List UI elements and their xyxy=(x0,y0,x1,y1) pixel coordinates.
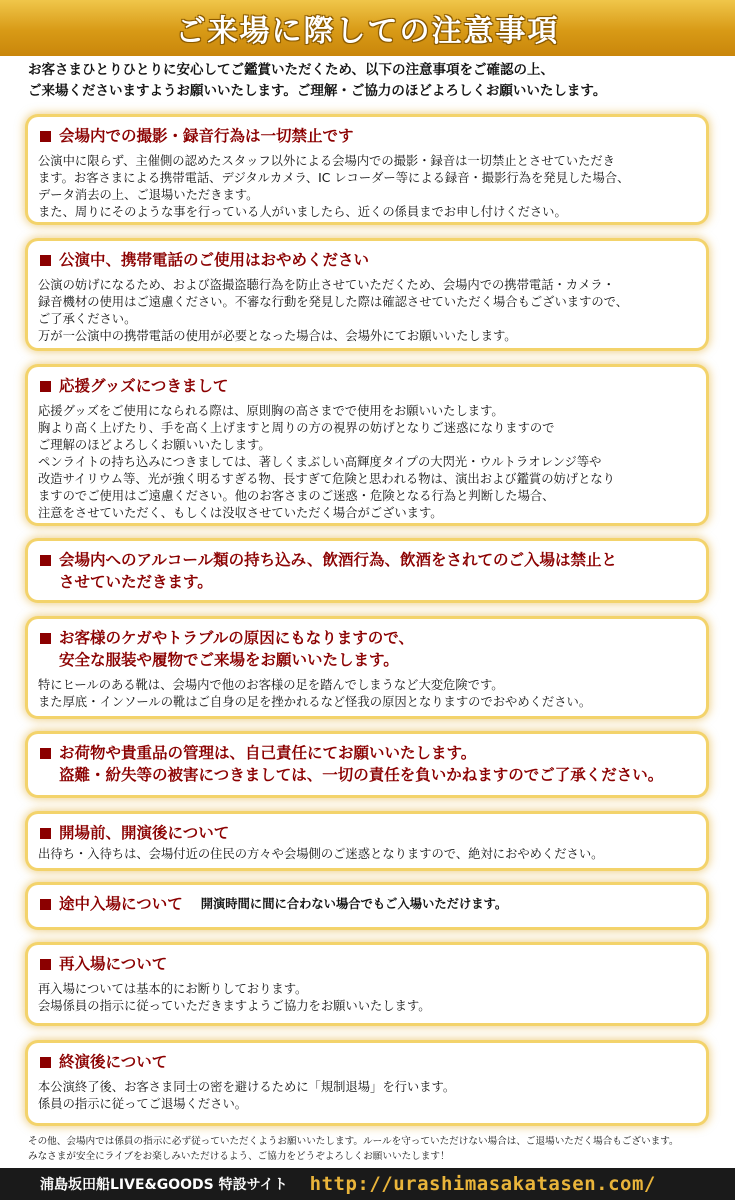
notice-card-support-goods xyxy=(28,367,706,523)
square-bullet-icon xyxy=(40,381,51,392)
card-body xyxy=(38,277,696,345)
card-body-line: 注意をさせていただく、もしくは没収させていただく場合がございます。 xyxy=(38,506,443,520)
card-body-line: 特にヒールのある靴は、会場内で他のお客様の足を踏んでしまうなど大変危険です。 xyxy=(38,678,504,692)
card-body-line: 公演中に限らず、主催側の認めたスタッフ以外による会場内での撮影・録音は一切禁止とさせていただき xyxy=(38,154,615,168)
card-body-line: ペンライトの持ち込みにつきましては、著しくまぶしい高輝度タイプの大閃光・ウルトラオレンジ等や xyxy=(38,455,602,469)
notice-card-after-show xyxy=(28,1043,706,1123)
notice-card-reentry xyxy=(28,945,706,1023)
card-title-line: 途中入場について xyxy=(59,895,183,913)
card-title-line: 終演後について xyxy=(59,1053,168,1071)
card-body-line: ます。お客さまによる携帯電話、デジタルカメラ、IC レコーダー等による録音・撮影行為を発見した場合、 xyxy=(38,171,630,185)
notice-card-no-alcohol xyxy=(28,541,706,600)
notice-card-no-phones xyxy=(28,241,706,348)
card-title-line: させていただきます。 xyxy=(59,573,213,591)
card-body xyxy=(38,846,696,863)
card-title-line: 公演中、携帯電話のご使用はおやめください xyxy=(59,251,370,269)
notice-card-belongings xyxy=(28,734,706,795)
card-body-line: データ消去の上、ご退場いただきます。 xyxy=(38,188,259,202)
card-body xyxy=(38,403,696,522)
card-body-line: ますのでご使用はご遠慮ください。他のお客さまのご迷惑・危険となる行為と判断した場合、 xyxy=(38,489,555,503)
footer-site-label: 浦島坂田船LIVE&GOODS 特設サイト xyxy=(40,1177,288,1193)
card-body-line: また、周りにそのような事を行っている人がいましたら、近くの係員までお申し付けください。 xyxy=(38,205,567,219)
card-title-line: 安全な服装や履物でご来場をお願いいたします。 xyxy=(59,651,399,669)
card-title xyxy=(38,1051,696,1073)
card-title-line: 応援グッズにつきまして xyxy=(59,377,229,395)
notice-card-no-recording xyxy=(28,117,706,222)
square-bullet-icon xyxy=(40,255,51,266)
card-title-line: お荷物や貴重品の管理は、自己責任にてお願いいたします。 xyxy=(59,744,477,762)
card-body-line: 再入場については基本的にお断りしております。 xyxy=(38,982,308,996)
card-title xyxy=(38,549,696,593)
square-bullet-icon xyxy=(40,633,51,644)
card-body xyxy=(38,981,696,1015)
card-body-line: 胸より高く上げたり、手を高く上げますと周りの方の視界の妨げとなりご迷惑になりますので xyxy=(38,421,555,435)
card-body-line: 応援グッズをご使用になられる際は、原則胸の高さまでで使用をお願いいたします。 xyxy=(38,404,504,418)
page-header xyxy=(0,0,735,56)
card-body-line: ご了承ください。 xyxy=(38,312,137,326)
intro-line: ご来場くださいますようお願いいたします。ご理解・ご協力のほどよろしくお願いいたします。 xyxy=(28,83,607,99)
intro-line: お客さまひとりひとりに安心してご鑑賞いただくため、以下の注意事項をご確認の上、 xyxy=(28,62,554,78)
card-body-line: 出待ち・入待ちは、会場付近の住民の方々や会場側のご迷惑となりますので、絶対におやめください。 xyxy=(38,847,604,861)
card-title-line: 盗難・紛失等の被害につきましては、一切の責任を負いかねますのでご了承ください。 xyxy=(59,766,664,784)
footer-bar xyxy=(0,1168,735,1200)
footnote-line: みなさまが安全にライブをお楽しみいただけるよう、ご協力をどうぞよろしくお願いいたします！ xyxy=(28,1151,450,1162)
notice-card-safe-clothing xyxy=(28,619,706,716)
card-title xyxy=(38,742,696,786)
card-body-line: 万が一公演中の携帯電話の使用が必要となった場合は、会場外にてお願いいたします。 xyxy=(38,329,517,343)
square-bullet-icon xyxy=(40,899,51,910)
card-title-line: 会場内へのアルコール類の持ち込み、飲酒行為、飲酒をされてのご入場は禁止と xyxy=(59,551,618,569)
card-body-line: 録音機材の使用はご遠慮ください。不審な行動を発見した際は確認させていただく場合もございますので、 xyxy=(38,295,629,309)
square-bullet-icon xyxy=(40,555,51,566)
card-body-line: ご理解のほどよろしくお願いいたします。 xyxy=(38,438,271,452)
square-bullet-icon xyxy=(40,959,51,970)
card-body-line: 会場係員の指示に従っていただきますようご協力をお願いいたします。 xyxy=(38,999,431,1013)
card-body xyxy=(38,1079,696,1113)
card-title-line: 再入場について xyxy=(59,955,168,973)
page-title: ご来場に際しての注意事項 xyxy=(175,14,560,49)
square-bullet-icon xyxy=(40,828,51,839)
card-title xyxy=(38,375,696,397)
card-body xyxy=(38,677,696,711)
square-bullet-icon xyxy=(40,748,51,759)
card-title xyxy=(38,953,696,975)
intro-text xyxy=(28,60,723,102)
card-title xyxy=(38,125,696,147)
footer-site-link[interactable]: http://urashimasakatasen.com/ xyxy=(309,1173,656,1195)
card-title-line: 会場内での撮影・録音行為は一切禁止です xyxy=(59,127,354,145)
square-bullet-icon xyxy=(40,131,51,142)
card-body-line: 係員の指示に従ってご退場ください。 xyxy=(38,1097,248,1111)
notice-card-before-after-show xyxy=(28,814,706,868)
card-title xyxy=(38,627,696,671)
square-bullet-icon xyxy=(40,1057,51,1068)
card-title-line: お客様のケガやトラブルの原因にもなりますので、 xyxy=(59,629,414,647)
card-body-line: 改造サイリウム等、光が強く明るすぎる物、長すぎて危険と思われる物は、演出および鑑賞の妨げとなり xyxy=(38,472,615,486)
card-title xyxy=(38,249,696,271)
card-inline-text: 開演時間に間に合わない場合でもご入場いただけます。 xyxy=(200,897,508,911)
footnote xyxy=(28,1134,728,1164)
card-body-line: 公演の妨げになるため、および盗撮盗聴行為を防止させていただくため、会場内での携帯電話・カメラ・ xyxy=(38,278,615,292)
card-title xyxy=(38,822,696,844)
card-body-line: 本公演終了後、お客さま同士の密を避けるために「規制退場」を行います。 xyxy=(38,1080,456,1094)
card-body-line: また厚底・インソールの靴はご自身の足を挫かれるなど怪我の原因となりますのでおやめください。 xyxy=(38,695,592,709)
card-title-line: 開場前、開演後について xyxy=(59,824,230,842)
footnote-line: その他、会場内では係員の指示に必ず従っていただくようお願いいたします。ルールを守っていただけない場合は、ご退場いただく場合もございます。 xyxy=(28,1136,679,1147)
notice-card-late-entry xyxy=(28,885,706,927)
card-title xyxy=(38,893,696,915)
card-body xyxy=(38,153,696,221)
